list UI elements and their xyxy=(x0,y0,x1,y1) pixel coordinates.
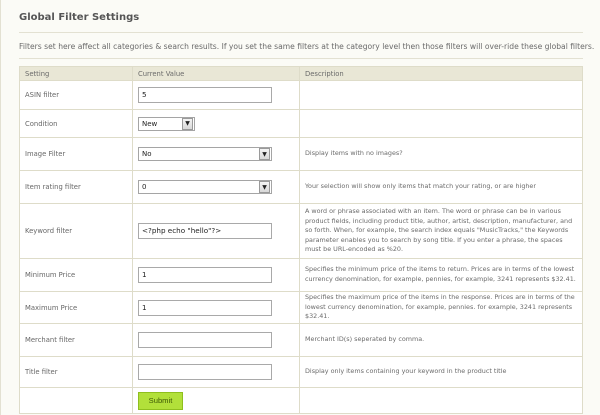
description-cell: Specifies the maximum price of the items in the response. Prices are in terms of the lowest currency denomination, for example, pennies. for example, 3241 represents $32.41. xyxy=(300,292,583,324)
description-cell: Your selection will show only items that match your rating, or are higher xyxy=(300,171,583,204)
column-header-setting: Setting xyxy=(20,67,133,81)
table-header-row xyxy=(20,67,583,81)
setting-label: Title filter xyxy=(20,357,133,388)
table-row-image-filter xyxy=(20,138,583,171)
title-filter-input[interactable] xyxy=(138,364,272,380)
table-row-asin-filter xyxy=(20,81,583,110)
description-cell: Display only items containing your keyword in the product title xyxy=(300,357,583,388)
description-cell: Display items with no images? xyxy=(300,138,583,171)
value-cell xyxy=(133,204,300,259)
empty-cell xyxy=(300,388,583,414)
description-cell: Specifies the minimum price of the items to return. Prices are in terms of the lowest currency denomination, for example, pennies, for example, 3241 represents $32.41. xyxy=(300,259,583,292)
value-cell xyxy=(133,171,300,204)
page-title: Global Filter Settings xyxy=(19,12,140,23)
table-row-maximum-price xyxy=(20,292,583,324)
column-header-current-value: Current Value xyxy=(133,67,300,81)
setting-label: Condition xyxy=(20,110,133,138)
filter-settings-table xyxy=(19,66,583,414)
table-row-minimum-price xyxy=(20,259,583,292)
value-cell xyxy=(133,110,300,138)
maximum-price-input[interactable]: 1 xyxy=(138,300,272,316)
table-row-condition xyxy=(20,110,583,138)
condition-selected-value: New xyxy=(142,119,158,128)
setting-label: Maximum Price xyxy=(20,292,133,324)
table-row-title-filter xyxy=(20,357,583,388)
setting-label: Keyword filter xyxy=(20,204,133,259)
column-header-description: Description xyxy=(300,67,583,81)
table-row-keyword-filter xyxy=(20,204,583,259)
image-filter-selected-value: No xyxy=(142,150,152,158)
description-cell xyxy=(300,81,583,110)
description-cell: Merchant ID(s) seperated by comma. xyxy=(300,324,583,357)
description-cell xyxy=(300,110,583,138)
chevron-down-icon[interactable]: ▼ xyxy=(259,148,270,160)
chevron-down-icon[interactable]: ▼ xyxy=(182,118,193,130)
table-row-submit xyxy=(20,388,583,414)
keyword-filter-input[interactable]: <?php echo "hello"?> xyxy=(138,223,272,239)
value-cell xyxy=(133,81,300,110)
item-rating-select[interactable] xyxy=(138,180,272,194)
submit-cell xyxy=(133,388,300,414)
item-rating-selected-value: 0 xyxy=(142,183,147,191)
table-row-item-rating-filter xyxy=(20,171,583,204)
table-row-merchant-filter xyxy=(20,324,583,357)
merchant-filter-input[interactable] xyxy=(138,332,272,348)
intro-text: Filters set here affect all categories & search results. If you set the same filters at the category level then those filters will over-ride these global filters. xyxy=(19,42,595,51)
intro-divider xyxy=(19,58,583,59)
setting-label: Minimum Price xyxy=(20,259,133,292)
asin-filter-input[interactable]: 5 xyxy=(138,87,272,103)
minimum-price-input[interactable]: 1 xyxy=(138,267,272,283)
value-cell xyxy=(133,357,300,388)
setting-label: ASIN filter xyxy=(20,81,133,110)
setting-label: Image Filter xyxy=(20,138,133,171)
condition-select[interactable] xyxy=(138,117,195,131)
value-cell xyxy=(133,292,300,324)
submit-button[interactable]: Submit xyxy=(138,392,183,410)
chevron-down-icon[interactable]: ▼ xyxy=(259,181,270,193)
value-cell xyxy=(133,259,300,292)
value-cell xyxy=(133,324,300,357)
setting-label: Item rating filter xyxy=(20,171,133,204)
description-cell: A word or phrase associated with an item. The word or phrase can be in various product fields, including product title, author, artist, description, manufacturer, and so forth. When, for example, the search index equals "MusicTracks," the Keywords parameter enables you to search by song title. If you enter a phrase, the spaces must be URL-encoded as %20. xyxy=(300,204,583,259)
setting-label: Merchant filter xyxy=(20,324,133,357)
title-divider xyxy=(19,32,583,33)
empty-cell xyxy=(20,388,133,414)
image-filter-select[interactable] xyxy=(138,147,272,161)
value-cell xyxy=(133,138,300,171)
